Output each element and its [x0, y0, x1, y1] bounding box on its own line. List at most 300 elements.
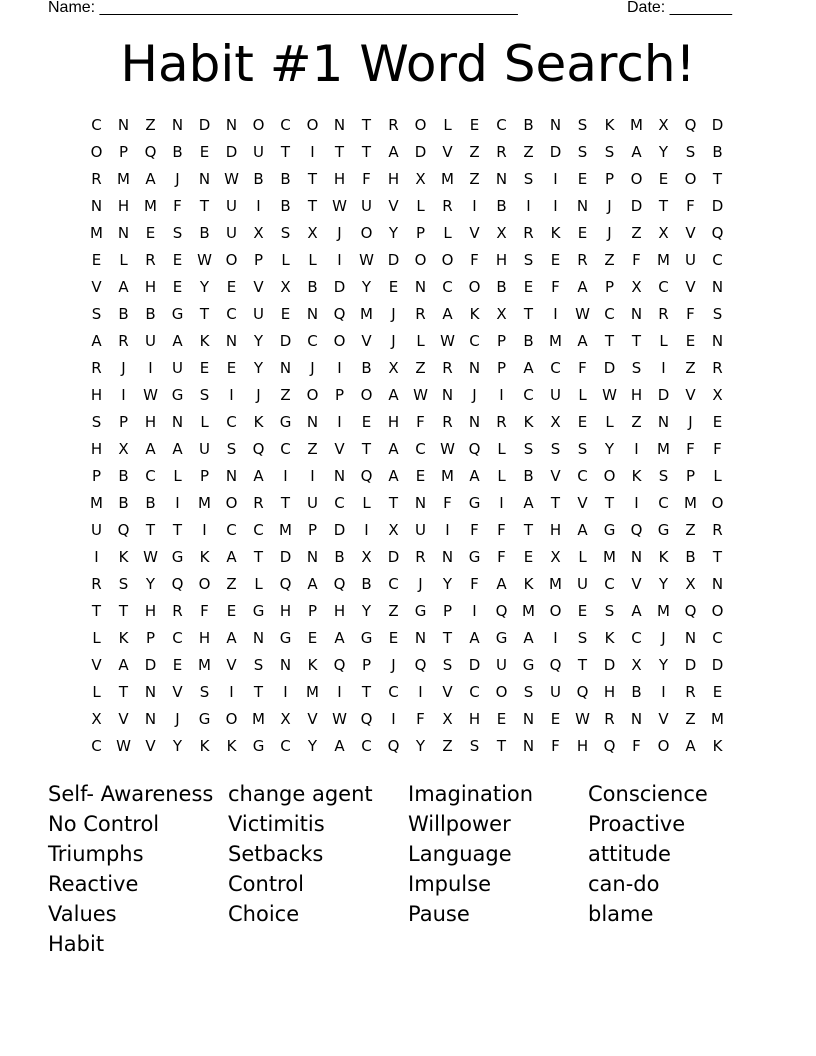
grid-cell[interactable]: T	[712, 170, 723, 188]
grid-cell[interactable]: X	[550, 413, 561, 431]
grid-cell[interactable]: F	[713, 440, 722, 458]
grid-cell[interactable]: U	[226, 197, 237, 215]
grid-cell[interactable]: M	[198, 494, 211, 512]
grid-cell[interactable]: J	[175, 710, 180, 728]
grid-cell[interactable]: N	[468, 359, 481, 377]
grid-cell[interactable]: I	[337, 413, 342, 431]
grid-cell[interactable]: B	[712, 143, 723, 161]
grid-cell[interactable]: R	[388, 116, 399, 134]
grid-cell[interactable]: T	[388, 494, 399, 512]
grid-cell[interactable]: R	[118, 332, 129, 350]
grid-cell[interactable]: Q	[360, 710, 373, 728]
grid-cell[interactable]: T	[145, 521, 156, 539]
grid-cell[interactable]: I	[94, 548, 99, 566]
grid-cell[interactable]: H	[279, 602, 292, 620]
grid-cell[interactable]: F	[686, 305, 695, 323]
grid-cell[interactable]: N	[711, 332, 724, 350]
grid-cell[interactable]: Y	[658, 656, 669, 674]
grid-cell[interactable]: O	[711, 602, 724, 620]
grid-cell[interactable]: T	[604, 332, 615, 350]
grid-cell[interactable]: F	[686, 440, 695, 458]
grid-cell[interactable]: B	[523, 332, 534, 350]
grid-cell[interactable]: N	[657, 413, 670, 431]
grid-cell[interactable]: E	[172, 656, 183, 674]
grid-cell[interactable]: K	[199, 332, 210, 350]
grid-cell[interactable]: E	[145, 224, 156, 242]
grid-cell[interactable]: H	[603, 683, 616, 701]
grid-cell[interactable]: W	[116, 737, 131, 755]
grid-cell[interactable]: S	[523, 440, 534, 458]
grid-cell[interactable]: X	[631, 278, 642, 296]
grid-cell[interactable]: M	[441, 170, 454, 188]
grid-cell[interactable]: E	[226, 278, 237, 296]
grid-cell[interactable]: J	[175, 170, 180, 188]
grid-cell[interactable]: P	[118, 413, 129, 431]
grid-cell[interactable]: O	[441, 251, 454, 269]
grid-cell[interactable]: N	[522, 737, 535, 755]
grid-cell[interactable]: V	[685, 278, 696, 296]
grid-cell[interactable]: Q	[171, 575, 184, 593]
grid-cell[interactable]: C	[172, 629, 183, 647]
grid-cell[interactable]: G	[414, 602, 427, 620]
grid-cell[interactable]: D	[387, 251, 400, 269]
grid-cell[interactable]: M	[90, 224, 103, 242]
grid-cell[interactable]: P	[199, 467, 210, 485]
grid-cell[interactable]: S	[199, 386, 210, 404]
grid-cell[interactable]: B	[334, 548, 345, 566]
grid-cell[interactable]: R	[685, 683, 696, 701]
grid-cell[interactable]: S	[712, 305, 723, 323]
grid-cell[interactable]: G	[279, 413, 292, 431]
grid-cell[interactable]: C	[334, 494, 345, 512]
grid-cell[interactable]: C	[577, 467, 588, 485]
grid-cell[interactable]: H	[333, 602, 346, 620]
grid-cell[interactable]: C	[280, 116, 291, 134]
grid-cell[interactable]: Q	[360, 467, 373, 485]
grid-cell[interactable]: M	[657, 251, 670, 269]
grid-cell[interactable]: U	[91, 521, 102, 539]
grid-cell[interactable]: H	[495, 251, 508, 269]
grid-cell[interactable]: V	[442, 683, 453, 701]
grid-cell[interactable]: G	[603, 521, 616, 539]
grid-cell[interactable]: B	[118, 494, 129, 512]
grid-cell[interactable]: S	[631, 359, 642, 377]
grid-cell[interactable]: A	[226, 629, 237, 647]
grid-cell[interactable]: B	[199, 224, 210, 242]
grid-cell[interactable]: T	[199, 197, 210, 215]
grid-cell[interactable]: N	[333, 116, 346, 134]
grid-cell[interactable]: I	[391, 710, 396, 728]
grid-cell[interactable]: B	[496, 278, 507, 296]
grid-cell[interactable]: I	[526, 197, 531, 215]
grid-cell[interactable]: T	[307, 170, 318, 188]
grid-cell[interactable]: S	[523, 683, 534, 701]
grid-cell[interactable]: O	[414, 116, 427, 134]
grid-cell[interactable]: Q	[144, 143, 157, 161]
grid-cell[interactable]: X	[712, 386, 723, 404]
grid-cell[interactable]: M	[441, 467, 454, 485]
grid-cell[interactable]: G	[171, 305, 184, 323]
grid-cell[interactable]: H	[468, 710, 481, 728]
grid-cell[interactable]: K	[550, 224, 561, 242]
grid-cell[interactable]: N	[441, 386, 454, 404]
grid-cell[interactable]: U	[550, 386, 561, 404]
grid-cell[interactable]: K	[604, 116, 615, 134]
grid-cell[interactable]: O	[333, 332, 346, 350]
grid-cell[interactable]: T	[118, 602, 129, 620]
grid-cell[interactable]: S	[523, 170, 534, 188]
grid-cell[interactable]: W	[197, 251, 212, 269]
grid-cell[interactable]: M	[198, 656, 211, 674]
grid-cell[interactable]: M	[549, 575, 562, 593]
grid-cell[interactable]: F	[470, 575, 479, 593]
grid-cell[interactable]: N	[630, 548, 643, 566]
grid-cell[interactable]: K	[712, 737, 723, 755]
grid-cell[interactable]: S	[685, 143, 696, 161]
grid-cell[interactable]: L	[92, 629, 101, 647]
grid-cell[interactable]: G	[171, 548, 184, 566]
grid-cell[interactable]: O	[225, 494, 238, 512]
grid-cell[interactable]: N	[684, 629, 697, 647]
grid-cell[interactable]: A	[118, 278, 129, 296]
grid-cell[interactable]: I	[499, 494, 504, 512]
grid-cell[interactable]: C	[253, 521, 264, 539]
grid-cell[interactable]: K	[523, 413, 534, 431]
grid-cell[interactable]: Q	[603, 737, 616, 755]
grid-cell[interactable]: C	[631, 629, 642, 647]
grid-cell[interactable]: T	[280, 494, 291, 512]
grid-cell[interactable]: P	[604, 278, 615, 296]
grid-cell[interactable]: F	[416, 710, 425, 728]
grid-cell[interactable]: S	[577, 629, 588, 647]
grid-cell[interactable]: M	[630, 116, 643, 134]
grid-cell[interactable]: X	[91, 710, 102, 728]
grid-cell[interactable]: C	[658, 494, 669, 512]
grid-cell[interactable]: L	[605, 413, 614, 431]
grid-cell[interactable]: I	[499, 386, 504, 404]
grid-cell[interactable]: Y	[388, 224, 399, 242]
grid-cell[interactable]: G	[279, 629, 292, 647]
grid-cell[interactable]: W	[440, 332, 455, 350]
grid-cell[interactable]: P	[685, 467, 696, 485]
grid-cell[interactable]: R	[442, 359, 453, 377]
grid-cell[interactable]: C	[604, 575, 615, 593]
grid-cell[interactable]: Y	[172, 737, 183, 755]
grid-cell[interactable]: T	[712, 548, 723, 566]
grid-cell[interactable]: B	[145, 494, 156, 512]
grid-cell[interactable]: I	[283, 467, 288, 485]
grid-cell[interactable]: T	[361, 683, 372, 701]
grid-cell[interactable]: P	[496, 332, 507, 350]
grid-cell[interactable]: G	[171, 386, 184, 404]
grid-cell[interactable]: O	[603, 467, 616, 485]
grid-cell[interactable]: L	[443, 224, 452, 242]
grid-cell[interactable]: E	[199, 143, 210, 161]
grid-cell[interactable]: L	[578, 386, 587, 404]
grid-cell[interactable]: H	[333, 170, 346, 188]
grid-cell[interactable]: K	[523, 575, 534, 593]
grid-cell[interactable]: A	[145, 170, 156, 188]
grid-cell[interactable]: E	[712, 683, 723, 701]
grid-cell[interactable]: M	[657, 440, 670, 458]
grid-cell[interactable]: D	[630, 197, 643, 215]
grid-cell[interactable]: Z	[631, 224, 642, 242]
grid-cell[interactable]: C	[604, 305, 615, 323]
grid-cell[interactable]: J	[661, 629, 666, 647]
grid-cell[interactable]: H	[387, 170, 400, 188]
grid-cell[interactable]: X	[496, 224, 507, 242]
grid-cell[interactable]: D	[711, 197, 724, 215]
grid-cell[interactable]: G	[252, 737, 265, 755]
grid-cell[interactable]: E	[361, 413, 372, 431]
grid-cell[interactable]: X	[307, 224, 318, 242]
grid-cell[interactable]: T	[172, 521, 183, 539]
grid-cell[interactable]: N	[90, 197, 103, 215]
grid-cell[interactable]: A	[172, 332, 183, 350]
grid-cell[interactable]: E	[388, 278, 399, 296]
grid-cell[interactable]: V	[91, 656, 102, 674]
grid-cell[interactable]: A	[334, 737, 345, 755]
grid-cell[interactable]: E	[577, 602, 588, 620]
grid-cell[interactable]: H	[144, 278, 157, 296]
grid-cell[interactable]: I	[148, 359, 153, 377]
grid-cell[interactable]: P	[253, 251, 264, 269]
grid-cell[interactable]: V	[118, 710, 129, 728]
grid-cell[interactable]: A	[388, 467, 399, 485]
grid-cell[interactable]: Y	[253, 332, 264, 350]
grid-cell[interactable]: R	[415, 548, 426, 566]
grid-cell[interactable]: Z	[469, 143, 480, 161]
grid-cell[interactable]: H	[387, 413, 400, 431]
grid-cell[interactable]: V	[172, 683, 183, 701]
grid-cell[interactable]: C	[442, 278, 453, 296]
grid-cell[interactable]: V	[226, 656, 237, 674]
grid-cell[interactable]: I	[553, 305, 558, 323]
grid-cell[interactable]: T	[550, 494, 561, 512]
grid-cell[interactable]: A	[145, 440, 156, 458]
grid-cell[interactable]: C	[523, 386, 534, 404]
grid-cell[interactable]: J	[337, 224, 342, 242]
grid-cell[interactable]: L	[659, 332, 668, 350]
grid-cell[interactable]: N	[333, 467, 346, 485]
grid-cell[interactable]: S	[523, 251, 534, 269]
grid-cell[interactable]: Q	[279, 575, 292, 593]
grid-cell[interactable]: H	[144, 413, 157, 431]
grid-cell[interactable]: R	[253, 494, 264, 512]
grid-cell[interactable]: A	[631, 143, 642, 161]
grid-cell[interactable]: Y	[415, 737, 426, 755]
grid-cell[interactable]: Y	[361, 278, 372, 296]
grid-cell[interactable]: T	[361, 143, 372, 161]
grid-cell[interactable]: D	[198, 116, 211, 134]
grid-cell[interactable]: Q	[684, 602, 697, 620]
grid-cell[interactable]: N	[441, 548, 454, 566]
grid-cell[interactable]: C	[91, 737, 102, 755]
grid-cell[interactable]: J	[607, 224, 612, 242]
grid-cell[interactable]: V	[388, 197, 399, 215]
grid-cell[interactable]: M	[306, 683, 319, 701]
grid-cell[interactable]: M	[279, 521, 292, 539]
grid-cell[interactable]: J	[391, 305, 396, 323]
grid-cell[interactable]: Z	[442, 737, 453, 755]
grid-cell[interactable]: Z	[145, 116, 156, 134]
grid-cell[interactable]: D	[279, 332, 292, 350]
grid-cell[interactable]: Z	[685, 521, 696, 539]
grid-cell[interactable]: I	[337, 683, 342, 701]
grid-cell[interactable]: M	[684, 494, 697, 512]
grid-cell[interactable]: X	[118, 440, 129, 458]
grid-cell[interactable]: N	[198, 170, 211, 188]
grid-cell[interactable]: A	[577, 332, 588, 350]
grid-cell[interactable]: Z	[307, 440, 318, 458]
grid-cell[interactable]: T	[496, 737, 507, 755]
grid-cell[interactable]: F	[173, 197, 182, 215]
grid-cell[interactable]: I	[661, 683, 666, 701]
grid-cell[interactable]: O	[495, 683, 508, 701]
grid-cell[interactable]: O	[684, 170, 697, 188]
grid-cell[interactable]: E	[388, 629, 399, 647]
grid-cell[interactable]: W	[440, 440, 455, 458]
grid-cell[interactable]: P	[307, 602, 318, 620]
grid-cell[interactable]: F	[578, 359, 587, 377]
grid-cell[interactable]: V	[253, 278, 264, 296]
grid-cell[interactable]: V	[307, 710, 318, 728]
grid-cell[interactable]: I	[418, 683, 423, 701]
grid-cell[interactable]: Z	[685, 710, 696, 728]
grid-cell[interactable]: I	[337, 251, 342, 269]
grid-cell[interactable]: E	[577, 170, 588, 188]
grid-cell[interactable]: R	[523, 224, 534, 242]
grid-cell[interactable]: D	[225, 143, 238, 161]
grid-cell[interactable]: T	[604, 494, 615, 512]
grid-cell[interactable]: T	[442, 629, 453, 647]
grid-cell[interactable]: B	[631, 683, 642, 701]
grid-cell[interactable]: V	[685, 224, 696, 242]
grid-cell[interactable]: C	[415, 440, 426, 458]
grid-cell[interactable]: F	[632, 737, 641, 755]
grid-cell[interactable]: L	[416, 197, 425, 215]
grid-cell[interactable]: N	[306, 413, 319, 431]
grid-cell[interactable]: N	[306, 548, 319, 566]
grid-cell[interactable]: Y	[199, 278, 210, 296]
grid-cell[interactable]: A	[496, 575, 507, 593]
grid-cell[interactable]: Q	[576, 683, 589, 701]
grid-cell[interactable]: L	[416, 332, 425, 350]
grid-cell[interactable]: P	[334, 386, 345, 404]
grid-cell[interactable]: F	[497, 548, 506, 566]
grid-cell[interactable]: C	[712, 629, 723, 647]
grid-cell[interactable]: E	[496, 710, 507, 728]
grid-cell[interactable]: F	[470, 251, 479, 269]
grid-cell[interactable]: C	[388, 683, 399, 701]
grid-cell[interactable]: C	[712, 251, 723, 269]
grid-cell[interactable]: V	[685, 386, 696, 404]
grid-cell[interactable]: X	[388, 521, 399, 539]
grid-cell[interactable]: C	[226, 521, 237, 539]
grid-cell[interactable]: S	[172, 224, 183, 242]
grid-cell[interactable]: R	[496, 143, 507, 161]
grid-cell[interactable]: E	[172, 278, 183, 296]
grid-cell[interactable]: F	[200, 602, 209, 620]
grid-cell[interactable]: P	[118, 143, 129, 161]
grid-cell[interactable]: C	[280, 440, 291, 458]
grid-cell[interactable]: E	[469, 116, 480, 134]
grid-cell[interactable]: E	[550, 710, 561, 728]
grid-cell[interactable]: N	[576, 197, 589, 215]
grid-cell[interactable]: I	[310, 143, 315, 161]
grid-cell[interactable]: Y	[253, 359, 264, 377]
grid-cell[interactable]: W	[575, 305, 590, 323]
grid-cell[interactable]: P	[91, 467, 102, 485]
grid-cell[interactable]: W	[224, 170, 239, 188]
grid-cell[interactable]: O	[225, 251, 238, 269]
grid-cell[interactable]: T	[631, 332, 642, 350]
grid-cell[interactable]: R	[712, 359, 723, 377]
grid-cell[interactable]: D	[684, 656, 697, 674]
grid-cell[interactable]: B	[280, 197, 291, 215]
grid-cell[interactable]: G	[360, 629, 373, 647]
grid-cell[interactable]: A	[226, 548, 237, 566]
grid-cell[interactable]: B	[523, 467, 534, 485]
grid-cell[interactable]: Q	[711, 224, 724, 242]
grid-cell[interactable]: S	[226, 440, 237, 458]
grid-cell[interactable]: Q	[495, 602, 508, 620]
grid-cell[interactable]: L	[308, 251, 317, 269]
grid-cell[interactable]: T	[91, 602, 102, 620]
grid-cell[interactable]: H	[630, 386, 643, 404]
grid-cell[interactable]: C	[91, 116, 102, 134]
grid-cell[interactable]: X	[496, 305, 507, 323]
grid-cell[interactable]: Q	[684, 116, 697, 134]
grid-cell[interactable]: Y	[658, 575, 669, 593]
grid-cell[interactable]: Z	[469, 170, 480, 188]
grid-cell[interactable]: D	[333, 521, 346, 539]
grid-cell[interactable]: K	[604, 629, 615, 647]
grid-cell[interactable]: R	[442, 197, 453, 215]
grid-cell[interactable]: R	[415, 305, 426, 323]
grid-cell[interactable]: K	[658, 548, 669, 566]
grid-cell[interactable]: P	[307, 521, 318, 539]
grid-cell[interactable]: R	[91, 170, 102, 188]
grid-cell[interactable]: F	[551, 737, 560, 755]
grid-cell[interactable]: N	[252, 629, 265, 647]
grid-cell[interactable]: F	[551, 278, 560, 296]
grid-cell[interactable]: O	[360, 224, 373, 242]
grid-cell[interactable]: N	[630, 710, 643, 728]
grid-cell[interactable]: V	[91, 278, 102, 296]
grid-cell[interactable]: O	[657, 737, 670, 755]
grid-cell[interactable]: X	[442, 710, 453, 728]
grid-cell[interactable]: C	[280, 737, 291, 755]
grid-cell[interactable]: A	[523, 359, 534, 377]
grid-cell[interactable]: U	[550, 683, 561, 701]
grid-cell[interactable]: F	[470, 521, 479, 539]
grid-cell[interactable]: Q	[333, 656, 346, 674]
grid-cell[interactable]: Q	[333, 305, 346, 323]
grid-cell[interactable]: B	[118, 305, 129, 323]
grid-cell[interactable]: H	[576, 737, 589, 755]
grid-cell[interactable]: K	[469, 305, 480, 323]
grid-cell[interactable]: C	[550, 359, 561, 377]
grid-cell[interactable]: N	[549, 116, 562, 134]
name-field[interactable]: Name: _______________________________________________	[48, 0, 518, 16]
grid-cell[interactable]: A	[172, 440, 183, 458]
grid-cell[interactable]: Z	[685, 359, 696, 377]
grid-cell[interactable]: J	[310, 359, 315, 377]
grid-cell[interactable]: H	[549, 521, 562, 539]
grid-cell[interactable]: S	[577, 143, 588, 161]
grid-cell[interactable]: D	[549, 143, 562, 161]
